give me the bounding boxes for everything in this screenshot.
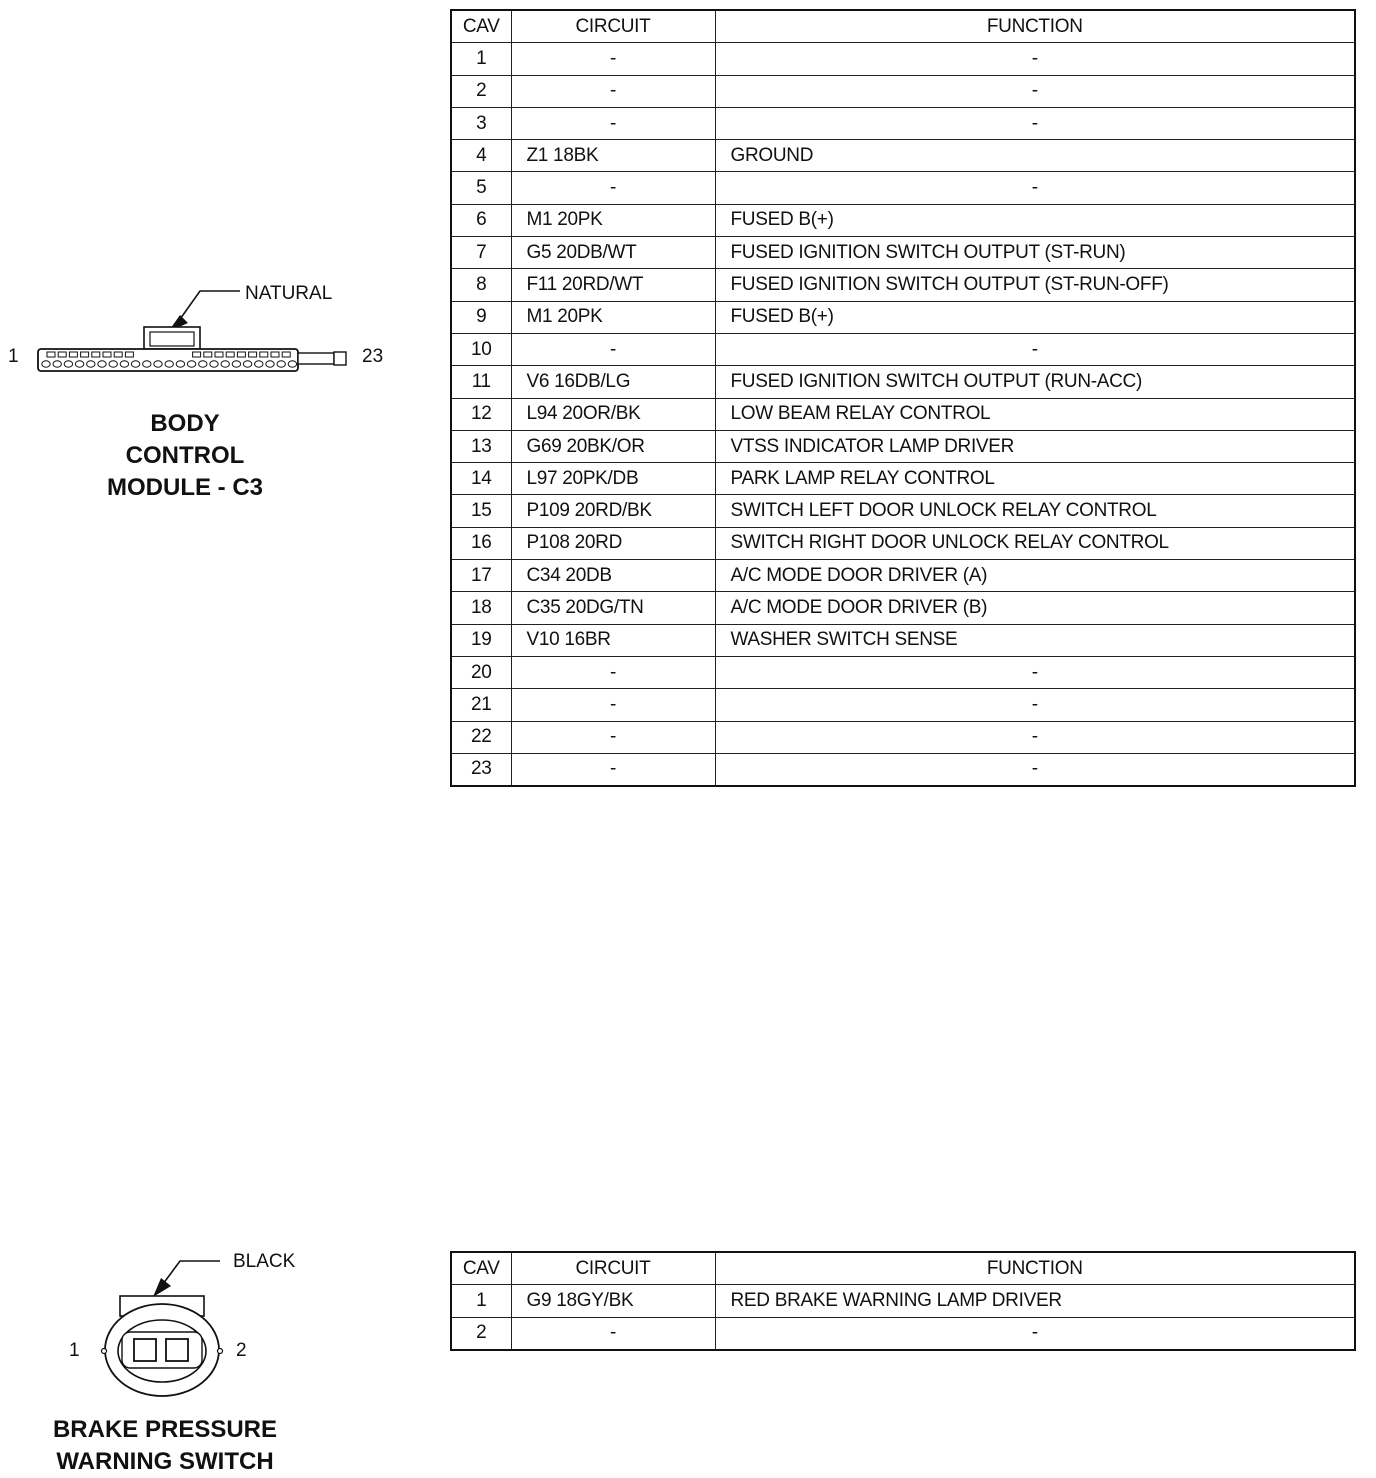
bcm-table-row (451, 333, 1355, 365)
bcm-table-row (451, 592, 1355, 624)
bcm-cell-cav: 6 (451, 204, 511, 236)
bcm-cell-cav: 4 (451, 140, 511, 172)
bcm-cell-cav: 8 (451, 269, 511, 301)
bcm-cell-function: FUSED B(+) (715, 204, 1355, 236)
brake-table-header-row (451, 1252, 1355, 1285)
bcm-title-line-2: CONTROL (125, 442, 245, 469)
brake-cell-cav: 1 (451, 1285, 511, 1317)
bcm-cell-function: - (715, 656, 1355, 688)
bcm-table-row (451, 366, 1355, 398)
bcm-table-row (451, 656, 1355, 688)
bcm-cell-function: FUSED IGNITION SWITCH OUTPUT (RUN-ACC) (715, 366, 1355, 398)
brake-cell-cav: 2 (451, 1317, 511, 1350)
brake-connector-drawing (95, 1250, 235, 1400)
bcm-cell-function: A/C MODE DOOR DRIVER (A) (715, 560, 1355, 592)
bcm-cell-circuit: P108 20RD (511, 527, 715, 559)
brake-color-label: BLACK (233, 1251, 296, 1272)
bcm-table-row (451, 43, 1355, 75)
bcm-cell-cav: 20 (451, 656, 511, 688)
bcm-pin-first-label: 1 (8, 346, 19, 367)
bcm-table-row (451, 301, 1355, 333)
bcm-header-function: FUNCTION (715, 10, 1355, 43)
bcm-cell-circuit: - (511, 43, 715, 75)
bcm-table-row (451, 463, 1355, 495)
bcm-cell-circuit: - (511, 107, 715, 139)
bcm-cell-cav: 12 (451, 398, 511, 430)
bcm-cell-function: SWITCH LEFT DOOR UNLOCK RELAY CONTROL (715, 495, 1355, 527)
bcm-color-label: NATURAL (245, 283, 333, 304)
bcm-cell-circuit: - (511, 689, 715, 721)
bcm-cell-function: PARK LAMP RELAY CONTROL (715, 463, 1355, 495)
bcm-table-row (451, 527, 1355, 559)
bcm-cell-circuit: G5 20DB/WT (511, 237, 715, 269)
bcm-connector-tail (298, 353, 334, 364)
bcm-cell-cav: 3 (451, 107, 511, 139)
bcm-table-row (451, 753, 1355, 786)
bcm-cell-function: VTSS INDICATOR LAMP DRIVER (715, 430, 1355, 462)
bcm-cell-circuit: V10 16BR (511, 624, 715, 656)
bcm-cell-function: - (715, 172, 1355, 204)
bcm-table-row (451, 560, 1355, 592)
bcm-cell-circuit: - (511, 75, 715, 107)
bcm-cell-cav: 11 (451, 366, 511, 398)
bcm-cell-circuit: - (511, 172, 715, 204)
bcm-cell-cav: 2 (451, 75, 511, 107)
bcm-cell-function: - (715, 75, 1355, 107)
brake-terminal-1 (134, 1339, 156, 1361)
bcm-cell-cav: 10 (451, 333, 511, 365)
bcm-table-row (451, 430, 1355, 462)
bcm-cell-cav: 9 (451, 301, 511, 333)
brake-title-line-1: BRAKE PRESSURE (52, 1416, 278, 1443)
bcm-cell-cav: 15 (451, 495, 511, 527)
bcm-cell-function: GROUND (715, 140, 1355, 172)
bcm-cell-circuit: G69 20BK/OR (511, 430, 715, 462)
bcm-cell-circuit: M1 20PK (511, 204, 715, 236)
bcm-cell-cav: 19 (451, 624, 511, 656)
bcm-cell-function: A/C MODE DOOR DRIVER (B) (715, 592, 1355, 624)
bcm-cell-function: LOW BEAM RELAY CONTROL (715, 398, 1355, 430)
bcm-cell-cav: 7 (451, 237, 511, 269)
bcm-cell-circuit: M1 20PK (511, 301, 715, 333)
bcm-cell-cav: 1 (451, 43, 511, 75)
bcm-table-row (451, 172, 1355, 204)
bcm-cell-cav: 13 (451, 430, 511, 462)
brake-header-circuit: CIRCUIT (511, 1252, 715, 1285)
bcm-cell-circuit: V6 16DB/LG (511, 366, 715, 398)
bcm-cell-circuit: - (511, 656, 715, 688)
bcm-cell-function: FUSED IGNITION SWITCH OUTPUT (ST-RUN) (715, 237, 1355, 269)
bcm-table-header-row (451, 10, 1355, 43)
brake-pin-left-label: 1 (69, 1340, 80, 1361)
brake-terminal-2 (166, 1339, 188, 1361)
bcm-cell-cav: 21 (451, 689, 511, 721)
bcm-cell-circuit: - (511, 333, 715, 365)
bcm-cell-cav: 23 (451, 753, 511, 786)
bcm-pin-last-label: 23 (362, 346, 384, 367)
bcm-cell-cav: 5 (451, 172, 511, 204)
bcm-cell-circuit: L97 20PK/DB (511, 463, 715, 495)
bcm-cell-function: FUSED IGNITION SWITCH OUTPUT (ST-RUN-OFF) (715, 269, 1355, 301)
brake-header-cav: CAV (451, 1252, 511, 1285)
bcm-table-row (451, 689, 1355, 721)
brake-cell-function: - (715, 1317, 1355, 1350)
bcm-cell-cav: 18 (451, 592, 511, 624)
bcm-cell-circuit: C35 20DG/TN (511, 592, 715, 624)
bcm-cell-cav: 14 (451, 463, 511, 495)
brake-table-row (451, 1317, 1355, 1350)
bcm-header-circuit: CIRCUIT (511, 10, 715, 43)
bcm-cell-circuit: Z1 18BK (511, 140, 715, 172)
bcm-cell-cav: 17 (451, 560, 511, 592)
brake-title-line-2: WARNING SWITCH (56, 1448, 274, 1475)
brake-side-nub-left (102, 1349, 107, 1354)
bcm-cell-circuit: - (511, 721, 715, 753)
bcm-cell-function: - (715, 753, 1355, 786)
bcm-table-row (451, 624, 1355, 656)
bcm-cell-function: - (715, 721, 1355, 753)
bcm-table-row (451, 721, 1355, 753)
bcm-table-row (451, 75, 1355, 107)
bcm-cell-cav: 16 (451, 527, 511, 559)
brake-leader-line (163, 1261, 220, 1284)
bcm-table-row (451, 140, 1355, 172)
bcm-cell-function: FUSED B(+) (715, 301, 1355, 333)
bcm-cell-function: - (715, 43, 1355, 75)
brake-connector-title (30, 1414, 300, 1478)
bcm-table-row (451, 269, 1355, 301)
bcm-cell-circuit: F11 20RD/WT (511, 269, 715, 301)
brake-cell-circuit: - (511, 1317, 715, 1350)
bcm-cell-circuit: P109 20RD/BK (511, 495, 715, 527)
brake-cell-circuit: G9 18GY/BK (511, 1285, 715, 1317)
bcm-title-line-1: BODY (150, 410, 220, 437)
brake-side-nub-right (218, 1349, 223, 1354)
bcm-cell-circuit: L94 20OR/BK (511, 398, 715, 430)
bcm-title-line-3: MODULE - C3 (107, 474, 263, 501)
brake-cell-function: RED BRAKE WARNING LAMP DRIVER (715, 1285, 1355, 1317)
bcm-header-cav: CAV (451, 10, 511, 43)
brake-table-row (451, 1285, 1355, 1317)
bcm-cell-function: SWITCH RIGHT DOOR UNLOCK RELAY CONTROL (715, 527, 1355, 559)
bcm-cell-function: WASHER SWITCH SENSE (715, 624, 1355, 656)
brake-pin-right-label: 2 (236, 1340, 247, 1361)
bcm-table-row (451, 495, 1355, 527)
bcm-connector-tail-end (334, 352, 346, 365)
bcm-table-row (451, 237, 1355, 269)
bcm-table-row (451, 107, 1355, 139)
bcm-pinout-table (450, 9, 1356, 787)
bcm-table-row (451, 204, 1355, 236)
bcm-connector-title (85, 408, 285, 504)
bcm-cell-function: - (715, 333, 1355, 365)
bcm-latch-inner (150, 332, 194, 346)
bcm-leader-line (178, 291, 240, 322)
brake-pinout-table (450, 1251, 1356, 1351)
bcm-cell-circuit: - (511, 753, 715, 786)
brake-header-function: FUNCTION (715, 1252, 1355, 1285)
brake-leader-arrowhead (153, 1278, 171, 1297)
bcm-cell-circuit: C34 20DB (511, 560, 715, 592)
bcm-cell-function: - (715, 689, 1355, 721)
bcm-table-row (451, 398, 1355, 430)
bcm-cell-function: - (715, 107, 1355, 139)
bcm-cell-cav: 22 (451, 721, 511, 753)
